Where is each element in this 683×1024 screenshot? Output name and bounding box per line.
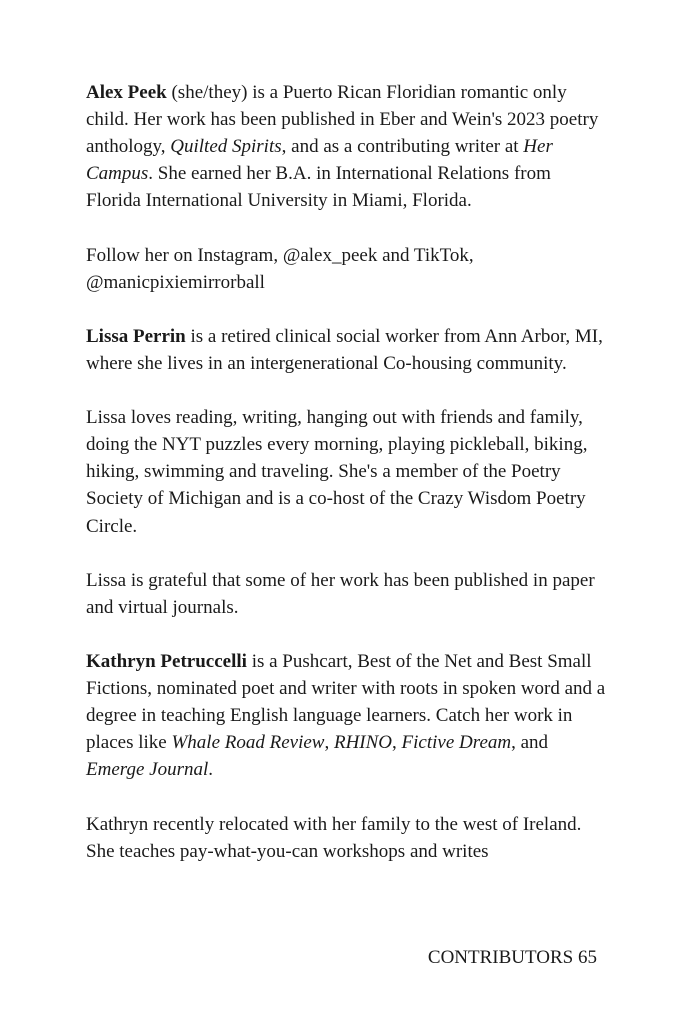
contributor-name: Lissa Perrin [86, 325, 186, 347]
publication-title: Emerge Journal [86, 759, 209, 781]
bio-text: . She earned her B.A. in International Relations from Florida International University in Miami, Florida. [86, 163, 551, 212]
bio-kathryn-petruccelli-paragraph [86, 648, 606, 783]
bio-text: Follow her on Instagram, @alex_peek and TikTok, @manicpixiemirrorball [86, 244, 474, 293]
bio-text: is a retired clinical social worker from Ann Arbor, MI, where she lives in an intergenerational Co-housing community. [86, 325, 603, 374]
bio-lissa-perrin-interests [86, 404, 606, 539]
bio-text: , [324, 732, 334, 754]
contributor-name: Alex Peek [86, 82, 167, 103]
bio-text: is a Pushcart, Best of the Net and Best Small Fictions, nominated poet and writer with roots in spoken word and a degree in teaching English language learners. Catch her work in places like [86, 650, 606, 754]
page-body [86, 79, 606, 892]
bio-lissa-perrin-paragraph [86, 323, 606, 377]
publication-title: RHINO [333, 732, 393, 754]
contributor-name: Kathryn Petruccelli [86, 650, 247, 672]
bio-text: Kathryn recently relocated with her family to the west of Ireland. She teaches pay-what-you-can workshops and writes [86, 813, 582, 862]
publication-title: Fictive Dream [401, 732, 512, 754]
bio-text: , [392, 732, 402, 754]
bio-text: , and [511, 732, 549, 754]
page-footer [428, 944, 597, 971]
bio-alex-peek-social [86, 242, 606, 296]
bio-text: Lissa is grateful that some of her work has been published in paper and virtual journals. [86, 569, 595, 618]
running-footer-label: CONTRIBUTORS 65 [427, 947, 597, 968]
bio-text: (she/they) is a Puerto Rican Floridian romantic only child. Her work has been published in Eber and Wein's 2023 poetry anthology, [86, 82, 599, 158]
publication-title: Quilted Spirits [170, 136, 282, 158]
bio-kathryn-petruccelli-relocation [86, 811, 606, 865]
bio-lissa-perrin-publications [86, 567, 606, 621]
bio-alex-peek-paragraph [86, 79, 606, 214]
bio-text: . [208, 759, 213, 781]
publication-title: Whale Road Review [171, 732, 325, 754]
bio-text: , and as a contributing writer at [281, 136, 524, 158]
bio-text: Lissa loves reading, writing, hanging out with friends and family, doing the NYT puzzles every morning, playing pickleball, biking, hiking, swimming and traveling. She's a member of the Poetry Society of Michigan and is a co-host of the Crazy Wisdom Poetry Circle. [86, 407, 588, 537]
publication-title: Her Campus [86, 136, 553, 185]
